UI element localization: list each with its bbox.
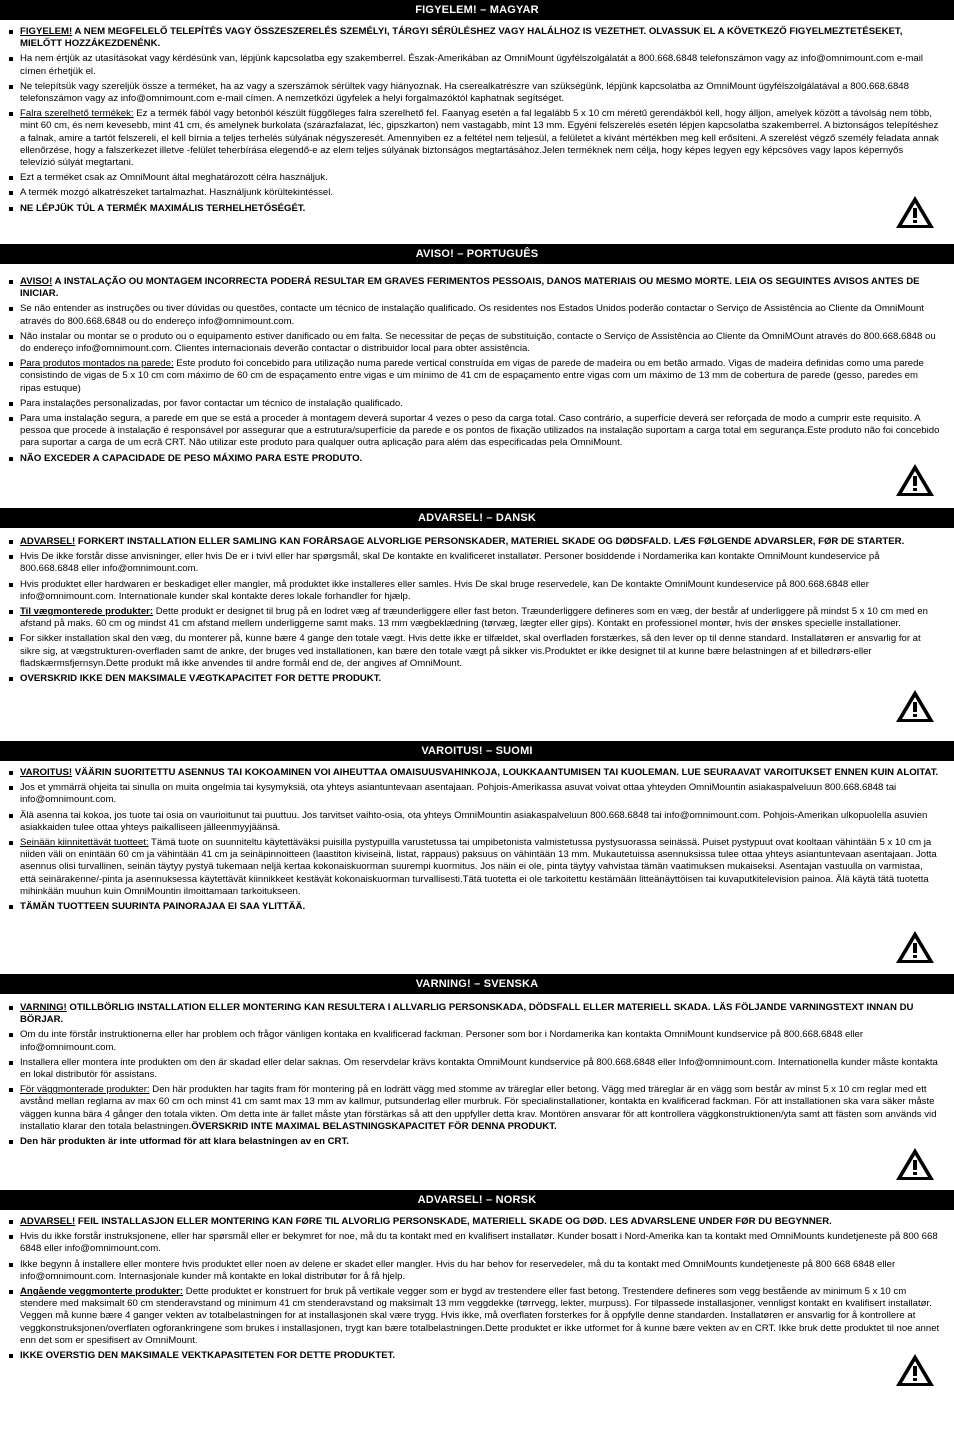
section-title-bar xyxy=(0,508,954,528)
item-lead: Seinään kiinnitettävät tuotteet: xyxy=(20,837,149,849)
list-item xyxy=(8,413,940,450)
section-svenska xyxy=(0,974,954,1151)
item-text: Älä asenna tai kokoa, jos tuote tai osia on vaurioitunut tai puuttuu. Jos tarvitset vaihto-osia, ota yhteys OmniMountin asiakaspalveluun 800.668.6848 tai info@omnimount.com. Pohjois-Amerikan ulkopuolella asuvien asiakkaiden tulee ottaa yhteys paikalliseen jälleenmyyjäänsä. xyxy=(20,809,928,833)
item-text: Tämä tuote on suunniteltu käytettäväksi puisilla pystypuilla varustetussa tai umpibetonista valmistetussa pystysuorassa seinässä. Puiset pystypuut ovat kooltaan vähintään 5 x 10 cm ja niiden väli on enintään 60 cm ja vähintään 41 cm ja seinäpinnoitteen (laastiton kiviseinä, listat, rappaus) paksuus on vähintään 13 mm. Mukautetuissa asennuksissa tulee ottaa yhteys asiantuntevaan asentajaan. Jotta asennus olisi turvallinen, seinän täytyy pystyä tukemaan neljä kertaa kokonaiskuorman suurempi kuormitus. Jos näin ei ole, pinta täytyy vahvistaa tämän vaatimuksen mukaiseksi. Asentajan vastuulla on varmistaa, että seinärakenne/-pinta ja asennuksessa käytettävät kiinnikkeet kestävät kokonaiskuorman turvallisesti.Tätä tuotetta ei ole tarkoitettu kestämään litteänäyttöisen tai kuvaputkitelevision painoa. Älä käytä tätä tuotetta mihinkään muuhun kuin OmniMountin ilmoittamaan tarkoitukseen. xyxy=(20,837,937,897)
item-text: Hvis du ikke forstår instruksjonene, eller har spørsmål eller er bekymret for noe, må du ta kontakt med en kvalifisert installatør. Kunder bosatt i Nord-Amerika kan ta kontakt med OmniMounts kundetjeneste på 800 668 6848 eller info@omnimount.com. xyxy=(20,1231,938,1255)
list-item xyxy=(8,782,940,806)
item-text: Ha nem értjük az utasításokat vagy kérdésünk van, lépjünk kapcsolatba egy szakemberrel. Észak-Amerikában az OmniMount ügyfélszolgálatát a 800.668.6848 telefonszámon vagy az info@omnimount.com e-mail címen érhetjük el. xyxy=(20,53,923,77)
item-lead: För väggmonterade produkter: xyxy=(20,1084,150,1096)
item-lead: Para produtos montados na parede: xyxy=(20,358,174,370)
item-text: NE LÉPJÜK TÚL A TERMÉK MAXIMÁLIS TERHELHETŐSÉGÉT. xyxy=(20,202,306,214)
list-item xyxy=(8,1350,940,1362)
section-title: FIGYELEM! – MAGYAR xyxy=(415,4,539,16)
list-item xyxy=(8,398,940,410)
list-item xyxy=(8,303,940,327)
item-text: IKKE OVERSTIG DEN MAKSIMALE VEKTKAPASITETEN FOR DETTE PRODUKTET. xyxy=(20,1350,396,1362)
warning-triangle-icon xyxy=(894,1352,936,1388)
item-lead: VARNING! xyxy=(20,1002,67,1013)
list-item xyxy=(8,536,940,548)
list-item xyxy=(8,26,940,50)
item-text: Ez a termék fából vagy betonból készült függőleges falra szerelhető fel. Faanyag esetén a fal legalább 5 x 10 cm méretű gerendákból kell, hogy álljon, amelyek között a távolság nem több, mint 60 cm, és nem kevesebb, mint 41 cm, és amelynek burkolata (szárazfalazat, léc, gipszkarton) nem vastagabb, mint 13 mm. Egyéni felszerelés esetén lépjen kapcsolatba szakemberrel. A biztonságos telepítéshez a falnak, amire a tartót felszereli, el kell bírnia a teljes terhelés súlyának négyszeresét. Amennyiben ez a feltétel nem teljesül, a felületet a kívánt mértékben meg kell erősíteni. A szerelést végző személy feladata annak ellenőrzése, hogy a falszerkezet illetve -felület teherbírása elegendő-e az elem teljes súlyának biztonságos megtartásához.Jelen terméknek nem célja, hogy képes legyen egy képcsöves vagy lapos képernyős televízió súlyát megtartani. xyxy=(20,108,939,169)
item-text: A INSTALAÇÃO OU MONTAGEM INCORRECTA PODERÁ RESULTAR EM GRAVES FERIMENTOS PESSOAIS, DANOS MATERIAIS OU MESMO MORTE. LEIA OS SEGUINTES AVISOS ANTES DE INICIAR. xyxy=(20,276,920,300)
list-item xyxy=(8,1084,940,1133)
item-text: Não instalar ou montar se o produto ou o equipamento estiver danificado ou em falta. Se necessitar de peças de substituição, contacte o Serviço de Assistência ao Cliente da OmniMOunt através do 800.668.6848 ou do endereço info@omnimount.com. Clientes internacionais deverão contactar o distribuidor local para obter assistência. xyxy=(20,330,936,355)
section-title-bar xyxy=(0,974,954,994)
item-lead: FIGYELEM! xyxy=(20,26,73,37)
item-lead: Angående veggmonterte produkter: xyxy=(20,1286,184,1298)
section-title: AVISO! – PORTUGUÊS xyxy=(415,248,539,260)
list-item xyxy=(8,1029,940,1053)
warning-triangle-icon xyxy=(894,929,936,965)
item-text: A termék mozgó alkatrészeket tartalmazhat. Használjunk körültekintéssel. xyxy=(20,187,334,199)
list-item xyxy=(8,331,940,355)
item-text: NÃO EXCEDER A CAPACIDADE DE PESO MÁXIMO PARA ESTE PRODUTO. xyxy=(20,452,363,464)
item-text: Ezt a terméket csak az OmniMount által meghatározott célra használjuk. xyxy=(20,172,328,184)
item-lead: VAROITUS! xyxy=(20,767,73,778)
item-text: Installera eller montera inte produkten om den är skadad eller delar saknas. Om reservdelar krävs kontakta OmniMount kundservice på 800.668.6848 eller Info@omnimount.com. Internationella kunder måste kontakta en lokal distributör för assistans. xyxy=(20,1056,938,1081)
list-item xyxy=(8,276,940,300)
item-text: Den här produkten är inte utformad för att klara belastningen av en CRT. xyxy=(20,1136,349,1148)
warning-list xyxy=(0,536,954,685)
list-item xyxy=(8,1057,940,1081)
item-text: Dette produktet er konstruert for bruk på vertikale vegger som er bygd av trestendere eller fast betong. Trestendere defineres som vegg bestående av minimum 5 x 10 cm stendere med maksimalt 60 cm stenderavstand og minimum 41 cm stenderavstand og maksimalt 13 mm veggdekke (tørrvegg, lekter, murpuss). For tilpassede installasjoner, vennligst kontakt en kvalifisert installatør. Veggen må kunne bære 4 ganger vekten av totalbelastningen for at installasjonen skal være trygg. Hvis ikke, må overflaten forsterkes for å oppfylle denne standarden. Installatøren er ansvarlig for å kontrollere at veggkonstruksjonen/overflaten ogforankringene som brukes i installasjonen, trygt kan bære totalbelastningen.Dette produktet er ikke utformet for å kunne bære vekten av en CRT. Ikke bruk dette produktet til noe annet enn det som er spesifisert av OmniMount. xyxy=(20,1286,940,1346)
item-text: Hvis De ikke forstår disse anvisninger, eller hvis De er i tvivl eller har spørgsmål, skal De kontakte en kvalificeret installatør. Personer bosiddende i Nordamerika kan kontakte OmniMount kundeservice på 800.668.6848 eller info@omnimount.com. xyxy=(20,551,880,575)
warning-list xyxy=(0,276,954,465)
item-text: Para uma instalação segura, a parede em que se está a proceder à montagem deverá suportar 4 vezes o peso da carga total. Caso contrário, a superfície deverá ser reforçada de modo a cumprir este requisito. A pessoa que procede à instalação é responsável por assegurar que a estrutura/superfície da parede e os pontos de fixação utilizados na instalação suportam a carga total em segurança.Este produto não foi concebido para suportar a carga de um ecrã CRT. Não utilizar este produto para qualquer outra aplicação para além das especificadas pela OmniMount. xyxy=(20,413,940,449)
item-text: Jos et ymmärrä ohjeita tai sinulla on muita ongelmia tai kysymyksiä, ota yhteys asiantuntevaan asentajaan. Pohjois-Amerikassa asuvat voivat ottaa yhteyden OmniMountin asiakaspalveluun 800.668.6848 tai info@omnimount.com. xyxy=(20,782,897,806)
list-item xyxy=(8,81,940,105)
list-item xyxy=(8,767,940,779)
list-item xyxy=(8,108,940,169)
list-item xyxy=(8,187,940,199)
section-title: VAROITUS! – SUOMI xyxy=(421,745,533,757)
item-text: Dette produkt er designet til brug på en lodret væg af træunderliggere eller fast beton. Træunderliggere defineres som en væg, der består af underliggere på mindst 5 x 10 cm med en afstand på maks. 60 cm og mindst 41 cm afstand mellem underliggerne samt maks. 13 mm vægbeklædning (tørvæg, lægter eller gips). Kontakt en professionel montør, hvis der ønskes specielle installationer. xyxy=(20,606,928,630)
list-item xyxy=(8,358,940,395)
item-text: Se não entender as instruções ou tiver dúvidas ou questões, contacte um técnico de instalação qualificado. Os residentes nos Estados Unidos poderão contactar o Serviço de Assistência ao Cliente da OmniMount através do 800.668.6848 ou do endereço info@omnimount.com. xyxy=(20,303,924,327)
section-portugues xyxy=(0,244,954,468)
item-text: OTILLBÖRLIG INSTALLATION ELLER MONTERING KAN RESULTERA I ALLVARLIG PERSONSKADA, DÖDSFALL ELLER MATERIELL SKADA. LÄS FÖLJANDE VARNINGSTEXT INNAN DU BÖRJAR. xyxy=(20,1002,914,1026)
list-item xyxy=(8,1216,940,1228)
warning-list xyxy=(0,1216,954,1362)
list-item xyxy=(8,810,940,834)
item-text: VÄÄRIN SUORITETTU ASENNUS TAI KOKOAMINEN VOI AIHEUTTAA OMAISUUSVAHINKOJA, LOUKKAANTUMISEN TAI KUOLEMAN. LUE SEURAAVAT VAROITUKSET ENNEN KUIN ALOITAT. xyxy=(72,767,939,778)
list-item xyxy=(8,203,940,215)
warning-triangle-icon xyxy=(894,688,936,724)
list-item xyxy=(8,633,940,670)
warning-triangle-icon xyxy=(894,1146,936,1182)
item-text: Ne telepítsük vagy szereljük össze a terméket, ha az vagy a szerszámok sérültek vagy hiányoznak. Ha cserealkatrészre van szükségünk, lépjünk kapcsolatba az OmniMount ügyfélszolgálatával a 800.668.6848 telefonszámon vagy az info@omnimount.com e-mail címen. A nemzetközi ügyfelek a helyi forgalmazóktól kaphatnak segítséget. xyxy=(20,80,909,105)
list-item xyxy=(8,673,940,685)
list-item xyxy=(8,172,940,184)
list-item xyxy=(8,53,940,77)
item-text: Den här produkten har tagits fram för montering på en lodrätt vägg med stomme av träreglar eller betong. Vägg med träreglar är en vägg som består av minst 5 x 10 cm reglar med ett avstånd mellan reglarna av max 60 cm och minst 41 cm samt max 13 mm av kallmur, putsunderlag eller murbruk. För specialinstallationer, kontakta en kvalificerad fackman. För att installationen ska vara säker måste väggen kunna bära 4 gånger den totala vikten. Om detta inte är fallet måste ytan förstärkas så att den uppfyller detta krav. Montören ansvarar för att kontrollera väggkonstruktionen/yta samt att fästen som används vid installatio klarar den totala belastningen. xyxy=(20,1084,937,1132)
section-dansk xyxy=(0,508,954,688)
list-item xyxy=(8,901,940,913)
warning-list xyxy=(0,767,954,913)
item-text: A NEM MEGFELELŐ TELEPÍTÉS VAGY ÖSSZESZERELÉS SZEMÉLYI, TÁRGYI SÉRÜLÉSHEZ VAGY HALÁLHOZ IS VEZETHET. OLVASSUK EL A KÖVETKEZŐ FIGYELMEZTETÉSEKET, MIELŐTT HOZZÁKEZDENÉNK. xyxy=(20,26,903,50)
section-title-bar xyxy=(0,1190,954,1210)
item-lead: ADVARSEL! xyxy=(20,1216,76,1227)
item-text: FORKERT INSTALLATION ELLER SAMLING KAN FORÅRSAGE ALVORLIGE PERSONSKADER, MATERIEL SKADE OG DØDSFALD. LÆS FØLGENDE ADVARSLER, FØR DE STARTER. xyxy=(75,536,905,547)
list-item xyxy=(8,1231,940,1255)
item-text: Este produto foi concebido para utilização numa parede vertical construída em vigas de parede de madeira ou em betão armado. Vigas de madeira definidas como uma parede consistindo de vigas de 5 x 10 cm com máximo de 60 cm de espaçamento entre vigas e um mínimo de 41 cm de espaçamento entre vigas com um máximo de 13 mm de cobertura de parede (gesso, paredes em ripas estuque) xyxy=(20,358,924,394)
item-text: For sikker installation skal den væg, du monterer på, kunne bære 4 gange den totale vægt. Hvis dette ikke er tilfældet, skal overfladen forstærkes, så den lever op til denne standard. Installatøren er ansvarlig for at sikre sig, at vægstrukturen-overfladen samt de ankre, der bruges ved installationen, kan bære den totale vægt på sikker vis.Produktet er ikke designet til at kunne bære belastningen af et billedrørs-eller fladskærmsfjernsyn.Dette produkt må ikke anvendes til andre formål end de, der angives af OmniMount. xyxy=(20,633,921,669)
list-item xyxy=(8,1136,940,1148)
item-text: FEIL INSTALLASJON ELLER MONTERING KAN FØRE TIL ALVORLIG PERSONSKADE, MATERIELL SKADE OG DØD. LES ADVARSLENE UNDER FØR DU BEGYNNER. xyxy=(75,1216,832,1227)
warning-list xyxy=(0,26,954,215)
item-text: Para instalações personalizadas, por favor contactar um técnico de instalação qualificado. xyxy=(20,397,403,409)
list-item xyxy=(8,606,940,630)
section-magyar xyxy=(0,0,954,218)
list-item xyxy=(8,579,940,603)
item-lead: Falra szerelhető termékek: xyxy=(20,108,134,120)
list-item xyxy=(8,551,940,575)
list-item xyxy=(8,453,940,465)
warning-triangle-icon xyxy=(894,462,936,498)
list-item xyxy=(8,1286,940,1347)
section-title-bar xyxy=(0,0,954,20)
item-text: TÄMÄN TUOTTEEN SUURINTA PAINORAJAA EI SAA YLITTÄÄ. xyxy=(20,901,306,913)
warning-triangle-icon xyxy=(894,194,936,230)
item-lead: AVISO! xyxy=(20,276,53,287)
section-title-bar xyxy=(0,741,954,761)
item-text: Hvis produktet eller hardwaren er beskadiget eller mangler, må produktet ikke installeres eller samles. Hvis De skal bruge reservedele, kan De kontakte OmniMount kundeservice på 800.668.6848 eller info@omnimount.com. Internationale kunder skal kontakte deres lokale forhandler for hjælp. xyxy=(20,578,869,602)
item-text: Ikke begynn å installere eller montere hvis produktet eller noen av delene er skadet eller mangler. Hvis du har behov for reservedeler, må du ta kontakt med OmniMounts kundetjeneste på 800 668 6848 eller info@omnimount.com. Internasjonale kunder må kontakte en lokal distributør for å få hjelp. xyxy=(20,1258,896,1282)
section-title: ADVARSEL! – DANSK xyxy=(417,512,537,524)
item-lead: ADVARSEL! xyxy=(20,536,76,547)
item-tail: ÖVERSKRID INTE MAXIMAL BELASTNINGSKAPACITET FÖR DENNA PRODUKT. xyxy=(191,1120,557,1132)
section-title-bar xyxy=(0,244,954,264)
warning-list xyxy=(0,1002,954,1148)
list-item xyxy=(8,1002,940,1026)
list-item xyxy=(8,1259,940,1283)
section-title: ADVARSEL! – NORSK xyxy=(417,1194,537,1206)
section-norsk xyxy=(0,1190,954,1365)
item-text: OVERSKRID IKKE DEN MAKSIMALE VÆGTKAPACITET FOR DETTE PRODUKT. xyxy=(20,673,382,685)
list-item xyxy=(8,837,940,898)
item-lead: Til vægmonterede produkter: xyxy=(20,606,154,618)
section-suomi xyxy=(0,741,954,916)
section-title: VARNING! – SVENSKA xyxy=(415,978,539,990)
item-text: Om du inte förstår instruktionerna eller har problem och frågor vänligen kontaka en kvalificerad fackman. Personer som bor i Nordamerika kan kontakta OmniMount kundservice på 800.668.6848 eller info@omnimount.com. xyxy=(20,1029,864,1053)
